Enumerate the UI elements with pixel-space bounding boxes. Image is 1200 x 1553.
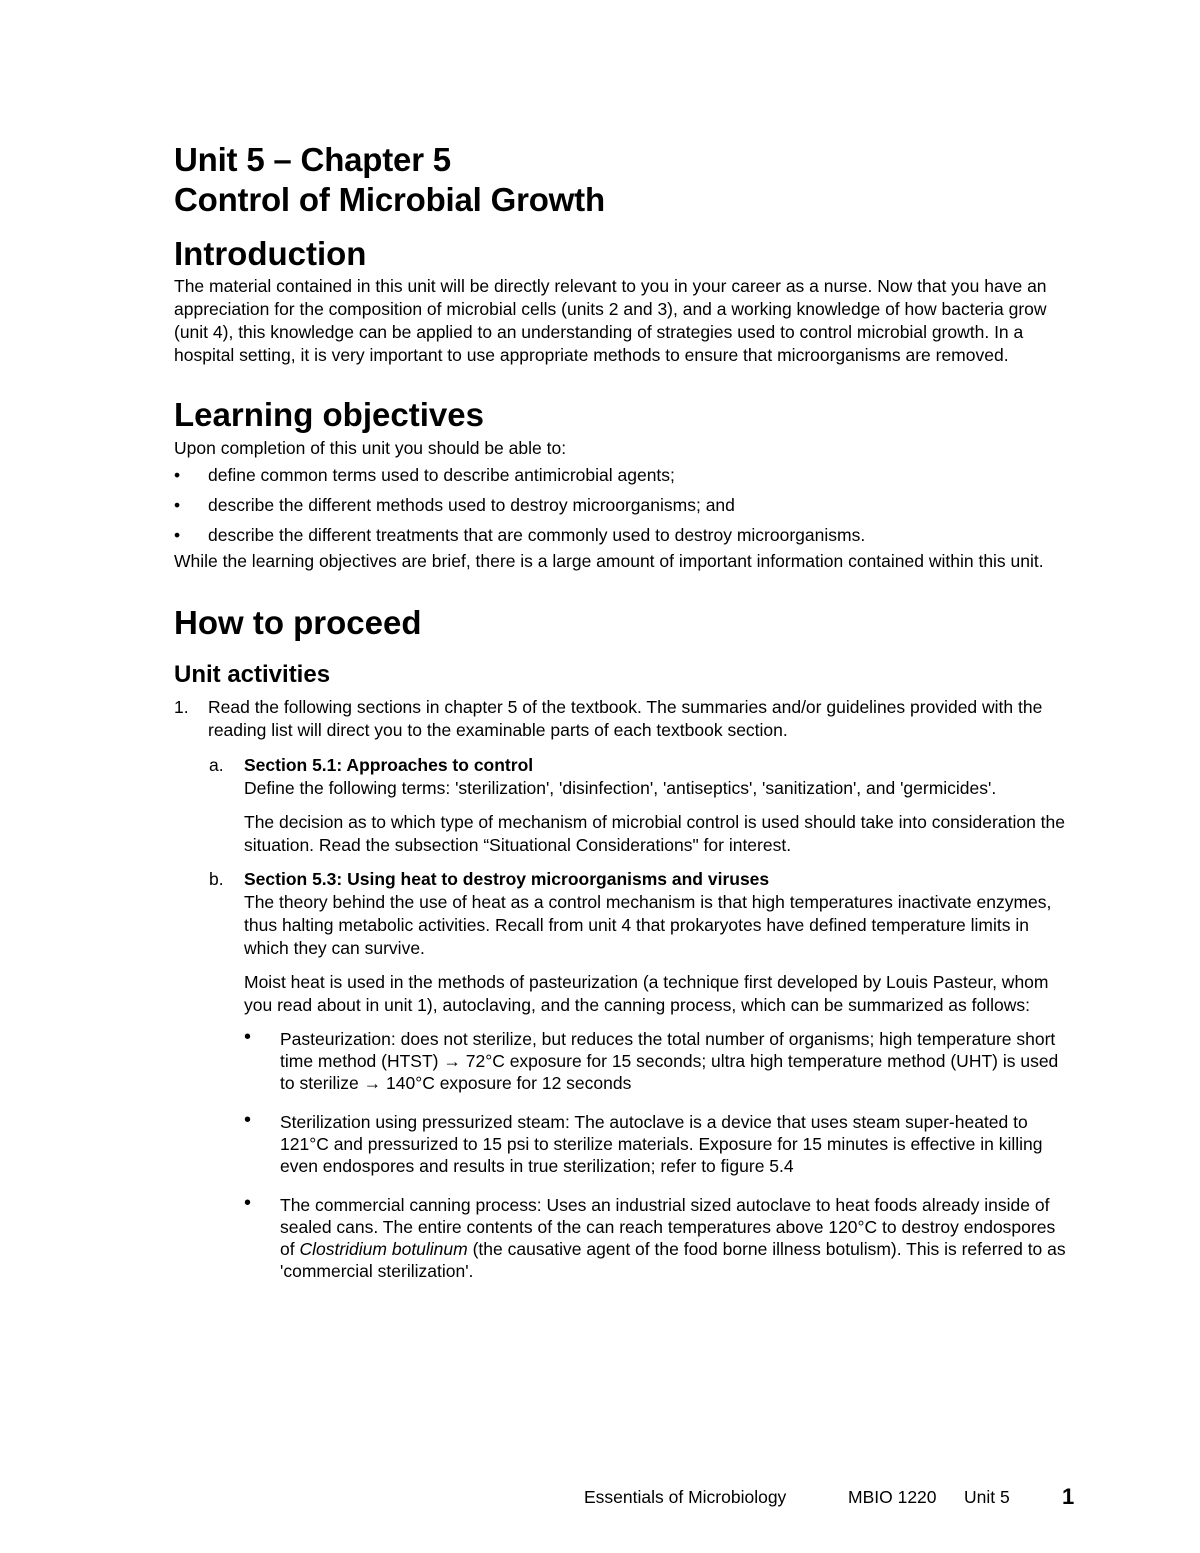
bullet-text: Pasteurization: does not sterilize, but reduces the total number of organisms; high temperature short time method (HTST) → 72°C exposure for 15 seconds; ultra high temperature method (UHT) is used to sterilize → 140°C exposure for 12 seconds <box>280 1029 1059 1094</box>
objective-text: define common terms used to describe antimicrobial agents; <box>208 464 675 485</box>
objectives-closing: While the learning objectives are brief, there is a large amount of important information contained within this unit. <box>174 550 1044 571</box>
bullet-icon: • <box>174 464 181 485</box>
document-page <box>174 140 1074 1299</box>
item-number: 1. <box>174 697 189 718</box>
section-letter: b. <box>209 869 224 890</box>
organism-name: Clostridium botulinum <box>299 1239 468 1260</box>
unit-activities-heading: Unit activities <box>174 661 331 689</box>
learning-objectives-heading: Learning objectives <box>174 396 484 434</box>
chapter-title-line1: Unit 5 – Chapter 5 <box>174 141 451 178</box>
footer-unit: Unit 5 <box>964 1487 1010 1507</box>
section-title: Section 5.3: Using heat to destroy microorganisms and viruses <box>244 869 770 890</box>
footer-book-title: Essentials of Microbiology <box>584 1487 787 1507</box>
introduction-heading: Introduction <box>174 234 367 272</box>
bullet-text: (the causative agent of the food borne illness botulism). This is referred to as 'commercial sterilization'. <box>280 1239 1066 1282</box>
list-item <box>244 1194 1074 1282</box>
footer-course-code: MBIO 1220 <box>848 1487 937 1507</box>
section-paragraph: The decision as to which type of mechanism of microbial control is used should take into consideration the situation. Read the subsection “Situational Considerations" for interest. <box>244 812 1065 856</box>
objective-text: describe the different methods used to destroy microorganisms; and <box>208 494 735 515</box>
objective-text: describe the different treatments that are commonly used to destroy microorganisms. <box>208 524 866 545</box>
section-paragraph: Moist heat is used in the methods of pasteurization (a technique first developed by Louis Pasteur, whom you read about in unit 1), autoclaving, and the canning process, which can be summarized as follows: <box>244 972 1049 1016</box>
bullet-icon: • <box>244 1109 252 1132</box>
page-footer <box>584 1484 1084 1517</box>
section-b <box>174 868 1074 1282</box>
heat-methods-list <box>244 1028 1074 1282</box>
objectives-intro: Upon completion of this unit you should be able to: <box>174 437 567 458</box>
bullet-icon: • <box>244 1026 252 1049</box>
bullet-icon: • <box>244 1192 252 1215</box>
list-item <box>174 464 1074 487</box>
list-item <box>244 1028 1074 1094</box>
bullet-icon: • <box>174 524 181 545</box>
section-a <box>174 754 1074 857</box>
activity-text: Read the following sections in chapter 5 of the textbook. The summaries and/or guidelines provided with the reading list will direct you to the examinable parts of each textbook section. <box>208 697 1043 741</box>
objectives-list <box>174 464 1074 547</box>
bullet-icon: • <box>174 494 181 515</box>
bullet-text: Sterilization using pressurized steam: The autoclave is a device that uses steam super-heated to 121°C and pressurized to 15 psi to sterilize materials. Exposure for 15 minutes is effective in killing even endospores and results in true sterilization; refer to figure 5.4 <box>280 1112 1043 1177</box>
section-letter: a. <box>209 755 224 776</box>
section-paragraph: Define the following terms: 'sterilization', 'disinfection', 'antiseptics', 'sanitization', and 'germicides'. <box>244 778 997 799</box>
how-to-proceed-heading: How to proceed <box>174 603 422 641</box>
introduction-text: The material contained in this unit will be directly relevant to you in your career as a nurse. Now that you have an appreciation for the composition of microbial cells (units 2 and 3), and a working knowledge of how bacteria grow (unit 4), this knowledge can be applied to an understanding of strategies used to control microbial growth. In a hospital setting, it is very important to use appropriate methods to ensure that microorganisms are removed. <box>174 276 1047 366</box>
list-item <box>244 1111 1074 1177</box>
section-paragraph: The theory behind the use of heat as a control mechanism is that high temperatures inactivate enzymes, thus halting metabolic activities. Recall from unit 4 that prokaryotes have defined temperature limits in which they can survive. <box>244 892 1052 959</box>
activity-item-1 <box>174 696 1074 742</box>
list-item <box>174 494 1074 517</box>
bullet-text: The commercial canning process: Uses an industrial sized autoclave to heat foods already inside of sealed cans. The entire contents of the can reach temperatures above 120°C to destroy endospores of <box>280 1195 1056 1260</box>
section-title: Section 5.1: Approaches to control <box>244 755 534 776</box>
page-number: 1 <box>1062 1484 1075 1509</box>
chapter-title-line2: Control of Microbial Growth <box>174 181 605 219</box>
list-item <box>174 524 1074 547</box>
